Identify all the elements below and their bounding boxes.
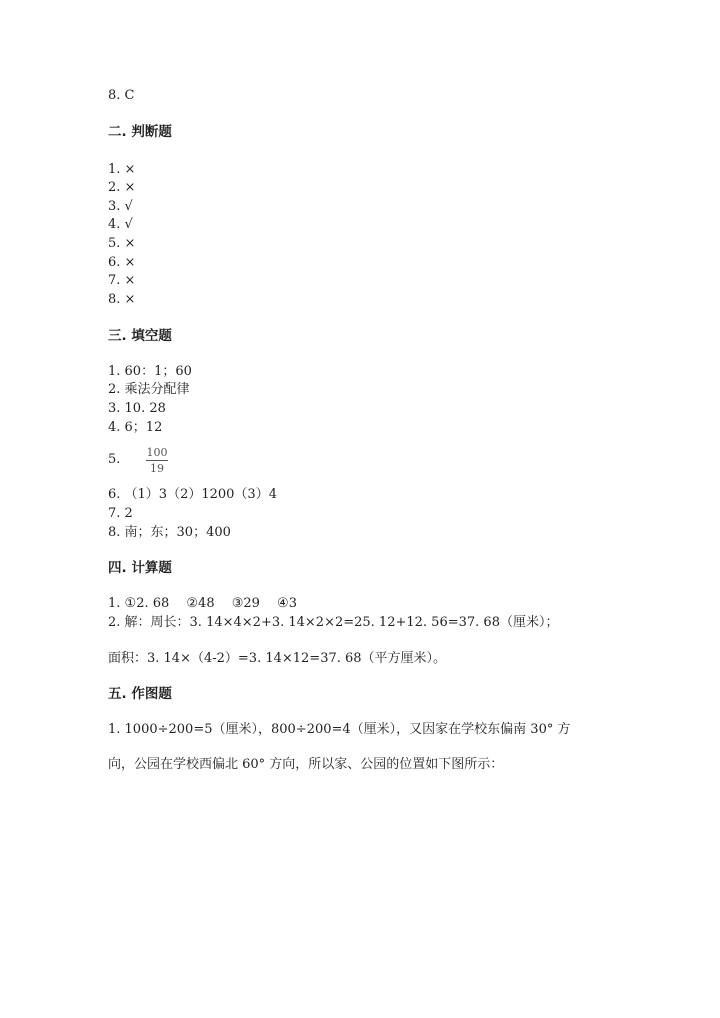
judgement-answer-8: 8. × xyxy=(108,292,136,307)
choice-answer-8: 8. C xyxy=(108,88,135,103)
fill-answer-4: 4. 6；12 xyxy=(108,420,163,435)
judgement-answer-1: 1. × xyxy=(108,162,136,177)
section-heading-calculation: 四. 计算题 xyxy=(108,560,172,576)
judgement-answer-2: 2. × xyxy=(108,180,136,195)
drawing-answer-1-line1: 1. 1000÷200=5（厘米），800÷200=4（厘米），又因家在学校东偏南 30° 方 xyxy=(108,722,571,737)
section-heading-judgement: 二. 判断题 xyxy=(108,124,172,140)
fill-answer-3: 3. 10. 28 xyxy=(108,401,166,416)
fraction-bar xyxy=(146,460,168,461)
section-heading-fill-blank: 三. 填空题 xyxy=(108,328,172,344)
judgement-answer-7: 7. × xyxy=(108,273,136,288)
fill-answer-6: 6. （1）3（2）1200（3）4 xyxy=(108,487,277,502)
fraction-denominator: 19 xyxy=(150,462,164,475)
fill-answer-5-label: 5. xyxy=(108,452,121,467)
fill-answer-2: 2. 乘法分配律 xyxy=(108,382,190,397)
fill-answer-8: 8. 南；东；30；400 xyxy=(108,525,231,540)
judgement-answer-6: 6. × xyxy=(108,255,136,270)
fraction-numerator: 100 xyxy=(146,446,168,459)
fraction-100-over-19 xyxy=(146,446,168,475)
judgement-answer-5: 5. × xyxy=(108,236,136,251)
judgement-answer-4: 4. √ xyxy=(108,217,133,232)
fill-answer-7: 7. 2 xyxy=(108,506,133,521)
calc-answer-2-area: 面积：3. 14×（4-2）=3. 14×12=37. 68（平方厘米）。 xyxy=(108,651,447,666)
drawing-answer-1-line2: 向，公园在学校西偏北 60° 方向，所以家、公园的位置如下图所示： xyxy=(108,757,504,772)
calc-answer-2: 2. 解：周长：3. 14×4×2+3. 14×2×2=25. 12+12. 56=37. 68（厘米）； xyxy=(108,615,559,630)
fill-answer-1: 1. 60：1；60 xyxy=(108,364,192,379)
calc-answer-1: 1. ①2. 68 ②48 ③29 ④3 xyxy=(108,596,297,611)
judgement-answer-3: 3. √ xyxy=(108,199,133,214)
section-heading-drawing: 五. 作图题 xyxy=(108,686,172,702)
